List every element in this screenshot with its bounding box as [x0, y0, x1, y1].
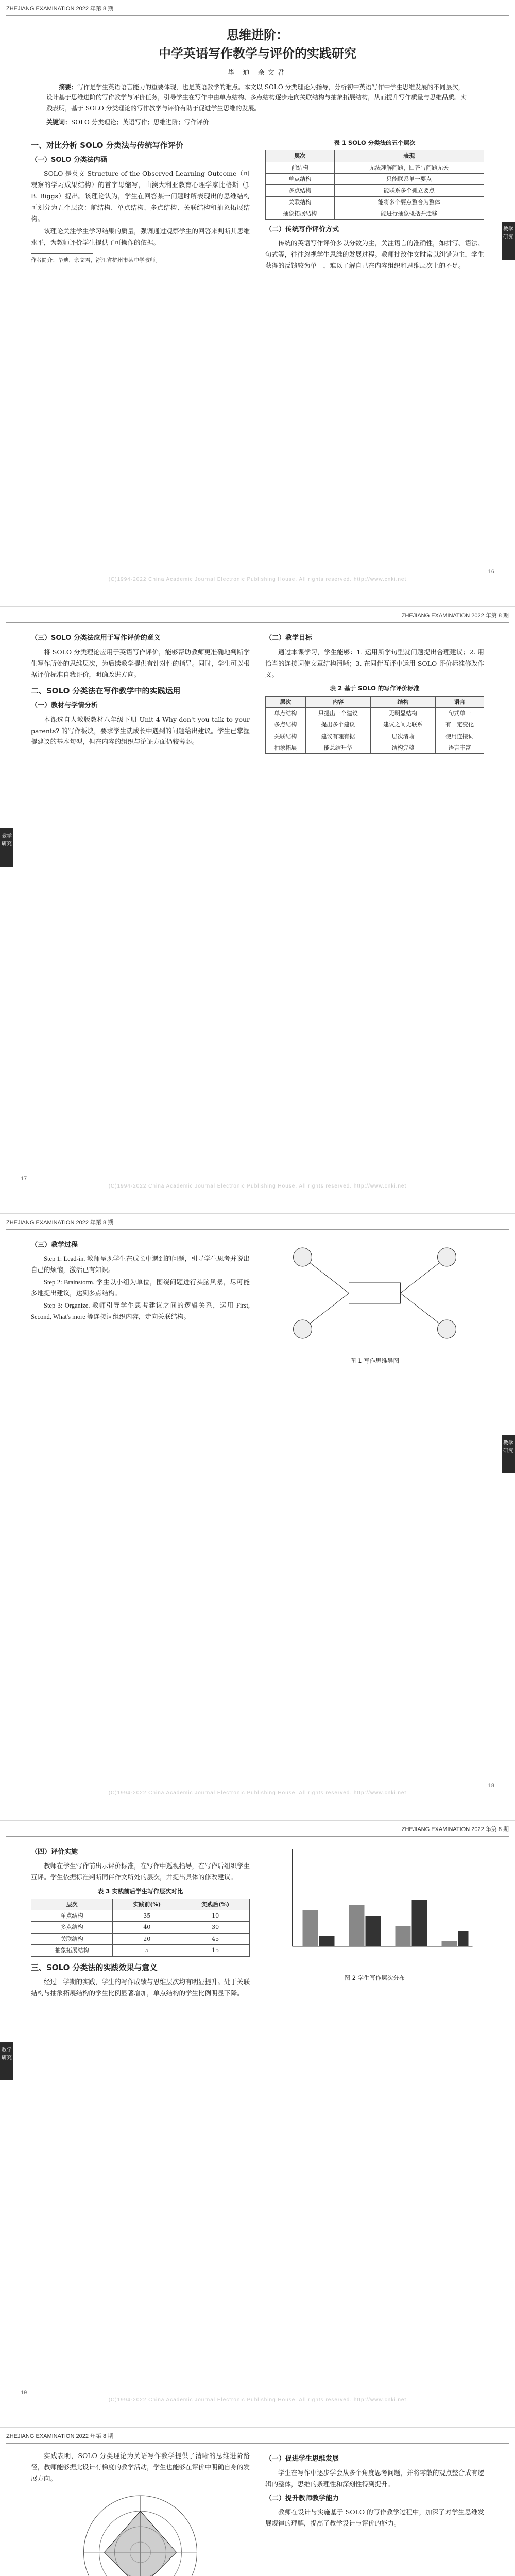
side-tab: 教学研究 — [0, 2042, 13, 2080]
page-1 — [0, 0, 515, 607]
table-caption: 表 2 基于 SOLO 的写作评价标准 — [330, 685, 420, 692]
table-header: 实践后(%) — [181, 1899, 250, 1910]
mind-map-center-node — [349, 1283, 401, 1303]
subsection-heading: （一）教材与学情分析 — [31, 701, 98, 709]
table-cell: 使用连接词 — [436, 731, 484, 742]
table-cell: 15 — [181, 1945, 250, 1956]
table-cell: 40 — [113, 1922, 181, 1933]
bar-before-single — [303, 1910, 318, 1946]
header-rule — [6, 622, 509, 623]
table-row — [31, 1933, 250, 1944]
subsection-heading: （二）教学目标 — [265, 634, 313, 642]
table-cell: 单点结构 — [266, 707, 306, 719]
paragraph: 实践表明，SOLO 分类理论为英语写作教学提供了清晰的思维进阶路径，教师能够据此设计有梯度的教学活动，学生也能够在评价中明确自身的发展方向。 — [31, 2452, 250, 2482]
title-line-2: 中学英语写作教学与评价的实践研究 — [159, 46, 356, 61]
paragraph: Step 3: Organize. 教师引导学生思考建议之间的逻辑关系，运用 First, Second, What's more 等连接词组织内容，走向关联结构。 — [31, 1302, 250, 1321]
page-2 — [0, 607, 515, 1214]
column-right — [265, 134, 484, 495]
table-row — [266, 707, 484, 719]
header-rule — [6, 2443, 509, 2444]
column-left — [31, 630, 250, 1177]
column-right — [265, 2450, 484, 2576]
table-cell: 单点结构 — [266, 174, 335, 185]
bar-after-single — [319, 1936, 335, 1946]
bar-after-relational — [412, 1900, 427, 1946]
abstract — [46, 82, 469, 113]
section-heading: 一、对比分析 SOLO 分类法与传统写作评价 — [31, 141, 183, 150]
page-number: 17 — [21, 1176, 27, 1182]
table-cell: 有一定变化 — [436, 719, 484, 731]
journal-name-right: ZHEJIANG EXAMINATION 2022 年第 8 期 — [401, 613, 509, 619]
header-rule — [6, 1229, 509, 1230]
table-cell: 35 — [113, 1910, 181, 1922]
figure-caption: 图 1 写作思维导图 — [350, 1357, 400, 1364]
subsection-heading: （一）SOLO 分类法内涵 — [31, 156, 107, 164]
table-cell: 关联结构 — [31, 1933, 113, 1944]
side-tab: 教学研究 — [502, 1435, 515, 1473]
page-4 — [0, 1821, 515, 2428]
keywords-label: 关键词： — [46, 118, 72, 126]
subsection-heading: （一）促进学生思维发展 — [265, 2455, 339, 2463]
table-cell: 抽象拓展 — [266, 742, 306, 754]
table-header: 语言 — [436, 696, 484, 707]
level-comparison-table — [31, 1899, 250, 1957]
solo-levels-table — [265, 150, 484, 219]
table-caption: 表 3 实践前后学生写作层次对比 — [97, 1887, 183, 1895]
abstract-label: 摘要： — [59, 83, 78, 91]
paragraph: 通过本课学习，学生能够：1. 运用所学句型就问题提出合理建议；2. 用恰当的连接词使文章结构清晰；3. 在同伴互评中运用 SOLO 评价标准修改作文。 — [265, 648, 484, 679]
bar-after-multi — [366, 1916, 381, 1946]
author-line: 毕 迪 余文君 — [228, 69, 287, 77]
level-bar-chart — [265, 1843, 484, 1967]
paragraph: 经过一学期的实践，学生的写作成绩与思维层次均有明显提升。处于关联结构与抽象拓展结构的学生比例显著增加，单点结构的学生比例明显下降。 — [31, 1978, 250, 1997]
table-header: 层次 — [31, 1899, 113, 1910]
mind-map-leaf-node — [294, 1320, 312, 1338]
header-rule — [6, 15, 509, 16]
running-head — [6, 1218, 509, 1227]
mind-map-figure — [265, 1236, 484, 1350]
watermark: (C)1994-2022 China Academic Journal Electronic Publishing House. All rights reserved. http://www.cnki.net — [108, 577, 407, 582]
table-row — [31, 1922, 250, 1933]
page-content — [31, 1843, 484, 2391]
table-cell: 多点结构 — [266, 185, 335, 196]
subsection-heading: （三）SOLO 分类法应用于写作评价的意义 — [31, 634, 161, 642]
body-columns — [31, 134, 484, 495]
side-tab: 教学研究 — [0, 828, 13, 867]
table-cell: 5 — [113, 1945, 181, 1956]
radar-chart — [31, 2485, 250, 2576]
paragraph: 教师在设计与实施基于 SOLO 的写作教学过程中，加深了对学生思维发展规律的理解，提高了教学设计与评价的能力。 — [265, 2508, 484, 2528]
table-row — [266, 185, 484, 196]
table-cell: 只能联系单一要点 — [334, 174, 484, 185]
table-row — [31, 1945, 250, 1956]
watermark: (C)1994-2022 China Academic Journal Electronic Publishing House. All rights reserved. http://www.cnki.net — [108, 1790, 407, 1796]
table-cell: 多点结构 — [31, 1922, 113, 1933]
running-head — [6, 2432, 509, 2441]
page-3 — [0, 1214, 515, 1821]
mind-map-leaf-node — [294, 1248, 312, 1266]
mind-map-leaf-node — [438, 1320, 456, 1338]
journal-name-right: ZHEJIANG EXAMINATION 2022 年第 8 期 — [401, 1826, 509, 1833]
radar-area — [105, 2511, 177, 2576]
paragraph: Step 2: Brainstorm. 学生以小组为单位，围绕问题进行头脑风暴，尽可能多地提出建议，达到多点结构。 — [31, 1278, 250, 1297]
page-5 — [0, 2428, 515, 2576]
table-cell: 20 — [113, 1933, 181, 1944]
page-content — [31, 2450, 484, 2576]
table-row — [31, 1910, 250, 1922]
subsection-heading: （三）教学过程 — [31, 1241, 78, 1249]
footnote-rule — [31, 253, 93, 254]
table-cell: 建议之间无联系 — [370, 719, 435, 731]
column-left — [31, 1236, 250, 1784]
title-line-1: 思维进阶： — [227, 28, 288, 42]
table-row — [266, 731, 484, 742]
bar-before-extended — [442, 1941, 457, 1946]
table-row — [266, 162, 484, 173]
table-cell: 关联结构 — [266, 196, 335, 208]
page-number: 16 — [488, 569, 494, 575]
bar-after-extended — [458, 1931, 469, 1946]
table-row — [266, 742, 484, 754]
table-cell: 能将多个要点整合为整体 — [334, 196, 484, 208]
subsection-heading: （四）评价实施 — [31, 1848, 78, 1856]
watermark: (C)1994-2022 China Academic Journal Electronic Publishing House. All rights reserved. http://www.cnki.net — [108, 2397, 407, 2403]
column-right — [265, 1236, 484, 1784]
journal-name-left: ZHEJIANG EXAMINATION 2022 年第 8 期 — [6, 6, 114, 12]
table-header: 结构 — [370, 696, 435, 707]
journal-name-left: ZHEJIANG EXAMINATION 2022 年第 8 期 — [6, 2433, 114, 2439]
running-head — [6, 1825, 509, 1834]
evaluation-criteria-table — [265, 696, 484, 754]
body-columns — [31, 1843, 484, 2391]
table-row — [266, 208, 484, 219]
table-header: 内容 — [305, 696, 370, 707]
mind-map-leaf-node — [438, 1248, 456, 1266]
paragraph: 将 SOLO 分类理论应用于英语写作评价，能够帮助教师更准确地判断学生写作所处的思维层次，为后续教学提供有针对性的指导。同时，学生可以根据评价标准自我评价，明确改进方向。 — [31, 648, 250, 679]
table-cell: 10 — [181, 1910, 250, 1922]
section-heading: 二、SOLO 分类法在写作教学中的实践运用 — [31, 686, 181, 696]
table-cell: 语言丰富 — [436, 742, 484, 754]
paragraph: Step 1: Lead-in. 教师呈现学生在成长中遇到的问题，引导学生思考并说出自己的烦恼，激活已有知识。 — [31, 1255, 250, 1274]
running-head — [6, 4, 509, 13]
table-row — [266, 196, 484, 208]
body-columns — [31, 630, 484, 1177]
side-tab: 教学研究 — [502, 222, 515, 260]
paragraph: SOLO 是英文 Structure of the Observed Learning Outcome（可观察的学习成果结构）的首字母缩写，由澳大利亚教育心理学家比格斯（J. B. Biggs）提出。该理论认为，学生在回答某一问题时所表现出的思维结构可划分为五个层次：前结构、单点结构、多点结构、关联结构和抽象拓展结构。 — [31, 170, 250, 223]
table-cell: 前结构 — [266, 162, 335, 173]
table-cell: 单点结构 — [31, 1910, 113, 1922]
table-header: 实践前(%) — [113, 1899, 181, 1910]
abstract-text: 写作是学生英语语言能力的重要体现，也是英语教学的难点。本文以 SOLO 分类理论为指导，分析初中英语写作中学生思维发展的不同层次，设计基于思维进阶的写作教学与评价任务，引导学生在写作中由单点结构、多点结构逐步走向关联结构与抽象拓展结构，从而提升写作质量与思维品质。实践表明，基于 SOLO 分类理论的写作教学与评价有助于促进学生思维的发展。 — [46, 83, 467, 112]
table-cell: 多点结构 — [266, 719, 306, 731]
figure-caption: 图 2 学生写作层次分布 — [344, 1974, 405, 1981]
page-number: 18 — [488, 1783, 494, 1789]
paragraph: 该理论关注学生学习结果的质量，强调通过观察学生的回答来判断其思维水平，为教师评价学生提供了可操作的依据。 — [31, 227, 250, 246]
table-cell: 关联结构 — [266, 731, 306, 742]
keywords — [46, 117, 469, 126]
table-cell: 无法理解问题，回答与问题无关 — [334, 162, 484, 173]
body-columns — [31, 2450, 484, 2576]
journal-name-left: ZHEJIANG EXAMINATION 2022 年第 8 期 — [6, 1219, 114, 1226]
header-rule — [6, 1836, 509, 1837]
keywords-text: SOLO 分类理论；英语写作；思维进阶；写作评价 — [71, 118, 209, 126]
paragraph: 学生在写作中逐步学会从多个角度思考问题，并将零散的观点整合成有逻辑的整体，思维的条理性和深刻性得到提升。 — [265, 2468, 484, 2488]
table-cell: 结构完整 — [370, 742, 435, 754]
table-cell: 提出多个建议 — [305, 719, 370, 731]
table-cell: 建议有理有据 — [305, 731, 370, 742]
page-number: 19 — [21, 2389, 27, 2396]
watermark: (C)1994-2022 China Academic Journal Electronic Publishing House. All rights reserved. http://www.cnki.net — [108, 1183, 407, 1189]
page-content — [31, 23, 484, 570]
paragraph: 传统的英语写作评价多以分数为主，关注语言的准确性，如拼写、语法、句式等，往往忽视学生思维的发展过程。教师批改作文时常以纠错为主，学生获得的反馈较为单一，难以了解自己在内容组织和思维层次上的不足。 — [265, 239, 484, 270]
page-content — [31, 1236, 484, 1784]
paragraph: 本课选自人教版教材八年级下册 Unit 4 Why don't you talk to your parents? 的写作板块，要求学生就成长中遇到的问题给出建议。学生已掌握提建议的基本句型，但在内容的组织与论证方面仍较薄弱。 — [31, 715, 250, 746]
table-cell: 无明显结构 — [370, 707, 435, 719]
table-cell: 抽象拓展结构 — [266, 208, 335, 219]
column-left — [31, 1843, 250, 2391]
table-caption: 表 1 SOLO 分类法的五个层次 — [334, 139, 416, 147]
table-row — [266, 719, 484, 731]
table-cell: 能总结升华 — [305, 742, 370, 754]
paragraph: 教师在学生写作前出示评价标准，在写作中巡视指导，在写作后组织学生互评。学生依据标准判断同伴作文所处的层次，并提出具体的修改建议。 — [31, 1861, 250, 1881]
page-content — [31, 630, 484, 1177]
table-header: 层次 — [266, 696, 306, 707]
table-header: 层次 — [266, 150, 335, 162]
table-cell: 30 — [181, 1922, 250, 1933]
table-cell: 句式单一 — [436, 707, 484, 719]
column-right — [265, 1843, 484, 2391]
table-cell: 45 — [181, 1933, 250, 1944]
author-footnote: 作者简介：毕迪，余文君，浙江省杭州市某中学教师。 — [31, 257, 161, 263]
bar-before-relational — [396, 1926, 411, 1946]
table-cell: 只提出一个建议 — [305, 707, 370, 719]
table-cell: 能联系多个孤立要点 — [334, 185, 484, 196]
table-row — [266, 174, 484, 185]
section-heading: 三、SOLO 分类法的实践效果与意义 — [31, 1962, 158, 1972]
table-cell: 能进行抽象概括并迁移 — [334, 208, 484, 219]
bar-before-multi — [349, 1905, 365, 1946]
subsection-heading: （二）传统写作评价方式 — [265, 225, 339, 233]
table-cell: 层次清晰 — [370, 731, 435, 742]
body-columns — [31, 1236, 484, 1784]
table-header: 表现 — [334, 150, 484, 162]
subsection-heading: （二）提升教师教学能力 — [265, 2494, 339, 2502]
article-title — [31, 26, 484, 63]
column-right — [265, 630, 484, 1177]
column-left — [31, 2450, 250, 2576]
column-left — [31, 134, 250, 495]
running-head — [6, 611, 509, 620]
table-cell: 抽象拓展结构 — [31, 1945, 113, 1956]
